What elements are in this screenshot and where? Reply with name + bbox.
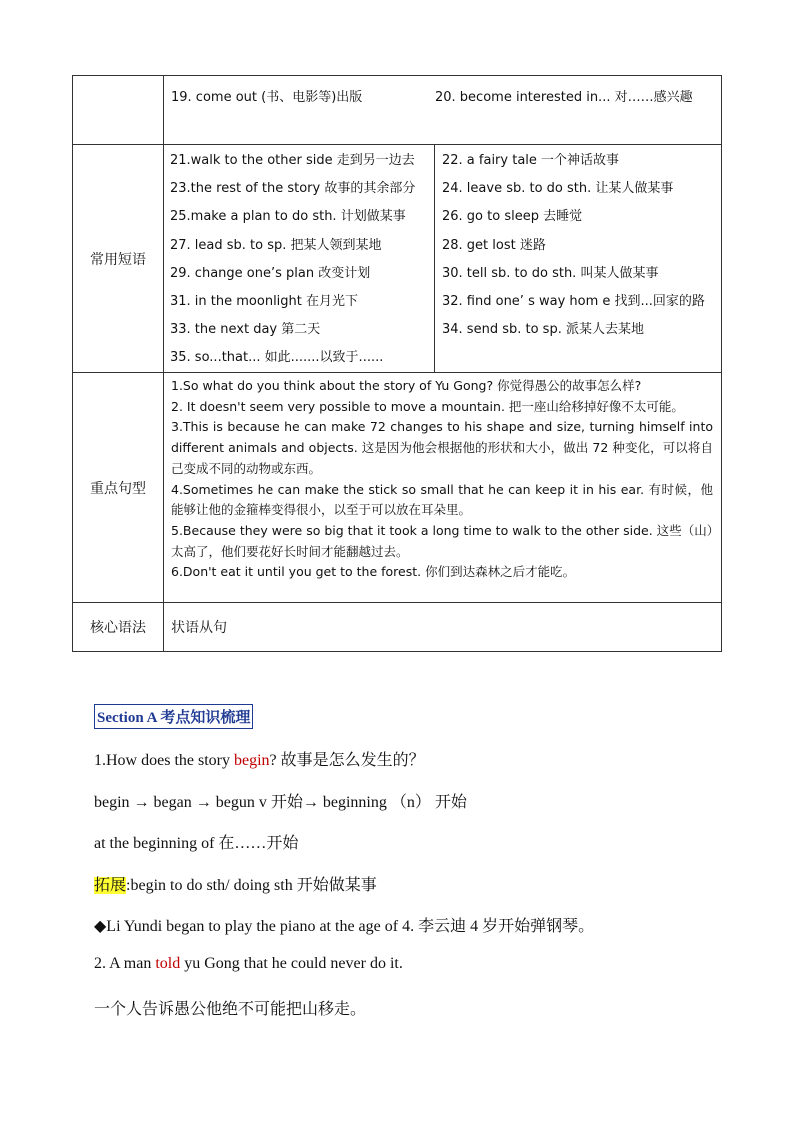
- list-item: 21.walk to the other side 走到另一边去: [170, 153, 415, 168]
- extension-line: 拓展:begin to do sth/ doing sth 开始做某事: [94, 877, 377, 894]
- vocabulary-table: [72, 75, 722, 652]
- question-2: 2. A man told yu Gong that he could never do it.: [94, 955, 403, 972]
- phrase-cell: [164, 76, 722, 145]
- keyword-told: told: [155, 955, 181, 972]
- grammar-label: 核心语法: [73, 603, 164, 652]
- list-item: 22. a fairy tale 一个神话故事: [442, 153, 620, 168]
- list-item: 32. find one’ s way hom e 找到...回家的路: [442, 293, 705, 309]
- sentences-cell: [164, 373, 722, 603]
- sentence-item: 2. It doesn't seem very possible to move a mountain. 把一座山给移掉好像不太可能。: [171, 398, 684, 414]
- sentence-item: 3.This is because he can make 72 changes to his shape and size, turning himself into different animals and objects. 这是因为他会根据他的形状和大小，做出 72 种变化，可以将自己变成不同的动物或东西。: [171, 419, 713, 476]
- verb-forms: begin → began → begun v 开始→ beginning （n） 开始: [94, 794, 467, 811]
- sentence-item: 6.Don't eat it until you get to the forest. 你们到达森林之后才能吃。: [171, 564, 576, 580]
- list-item: 34. send sb. to sp. 派某人去某地: [442, 322, 644, 338]
- phrases-left-column: [164, 145, 435, 372]
- sentences-label: 重点句型: [73, 373, 164, 603]
- table-row: [73, 76, 722, 145]
- list-item: 26. go to sleep 去睡觉: [442, 209, 583, 225]
- list-item: 25.make a plan to do sth. 计划做某事: [170, 209, 406, 225]
- list-item: 30. tell sb. to do sth. 叫某人做某事: [442, 265, 659, 281]
- sentence-item: 1.So what do you think about the story of Yu Gong? 你觉得愚公的故事怎么样?: [171, 378, 642, 393]
- table-row: [73, 145, 722, 373]
- sentence-item: 5.Because they were so big that it took a long time to walk to the other side. 这些（山）太高了，他们要花好长时间才能翻越过去。: [171, 522, 713, 559]
- section-title: Section A 考点知识梳理: [94, 704, 253, 729]
- grammar-cell: [164, 603, 722, 652]
- list-item: 35. so...that... 如此.......以致于......: [170, 350, 384, 366]
- list-item: 29. change one’s plan 改变计划: [170, 265, 371, 281]
- list-item: 28. get lost 迷路: [442, 237, 546, 253]
- phrases-cell: [164, 145, 722, 373]
- list-item: 23.the rest of the story 故事的其余部分: [170, 181, 416, 197]
- phrase-item-20: 20. become interested in... 对……感兴趣: [435, 90, 693, 105]
- keyword-begin: begin: [233, 752, 270, 769]
- extension-label: 拓展: [94, 877, 127, 894]
- question-1: 1.How does the story begin? 故事是怎么发生的？: [94, 752, 425, 769]
- list-item: 24. leave sb. to do sth. 让某人做某事: [442, 181, 674, 197]
- table-row: [73, 373, 722, 603]
- phrase-line: at the beginning of 在……开始: [94, 835, 299, 852]
- phrases-label: 常用短语: [73, 145, 164, 373]
- grammar-value: 状语从句: [171, 620, 227, 636]
- phrase-item-19: 19. come out (书、电影等)出版: [171, 90, 363, 105]
- table-row: [73, 603, 722, 652]
- list-item: 27. lead sb. to sp. 把某人领到某地: [170, 237, 382, 253]
- example-sentence: ◆Li Yundi began to play the piano at the age of 4. 李云迪 4 岁开始弹钢琴。: [94, 918, 595, 935]
- list-item: 33. the next day 第二天: [170, 322, 321, 338]
- question-2-translation: 一个人告诉愚公他绝不可能把山移走。: [94, 1001, 367, 1018]
- list-item: 31. in the moonlight 在月光下: [170, 293, 359, 309]
- sentence-item: 4.Sometimes he can make the stick so small that he can keep it in his ear. 有时候，他能够让他的金箍棒变得很小，以至于可以放在耳朵里。: [171, 481, 713, 518]
- phrases-right-column: [435, 145, 705, 372]
- empty-label-cell: [73, 76, 164, 145]
